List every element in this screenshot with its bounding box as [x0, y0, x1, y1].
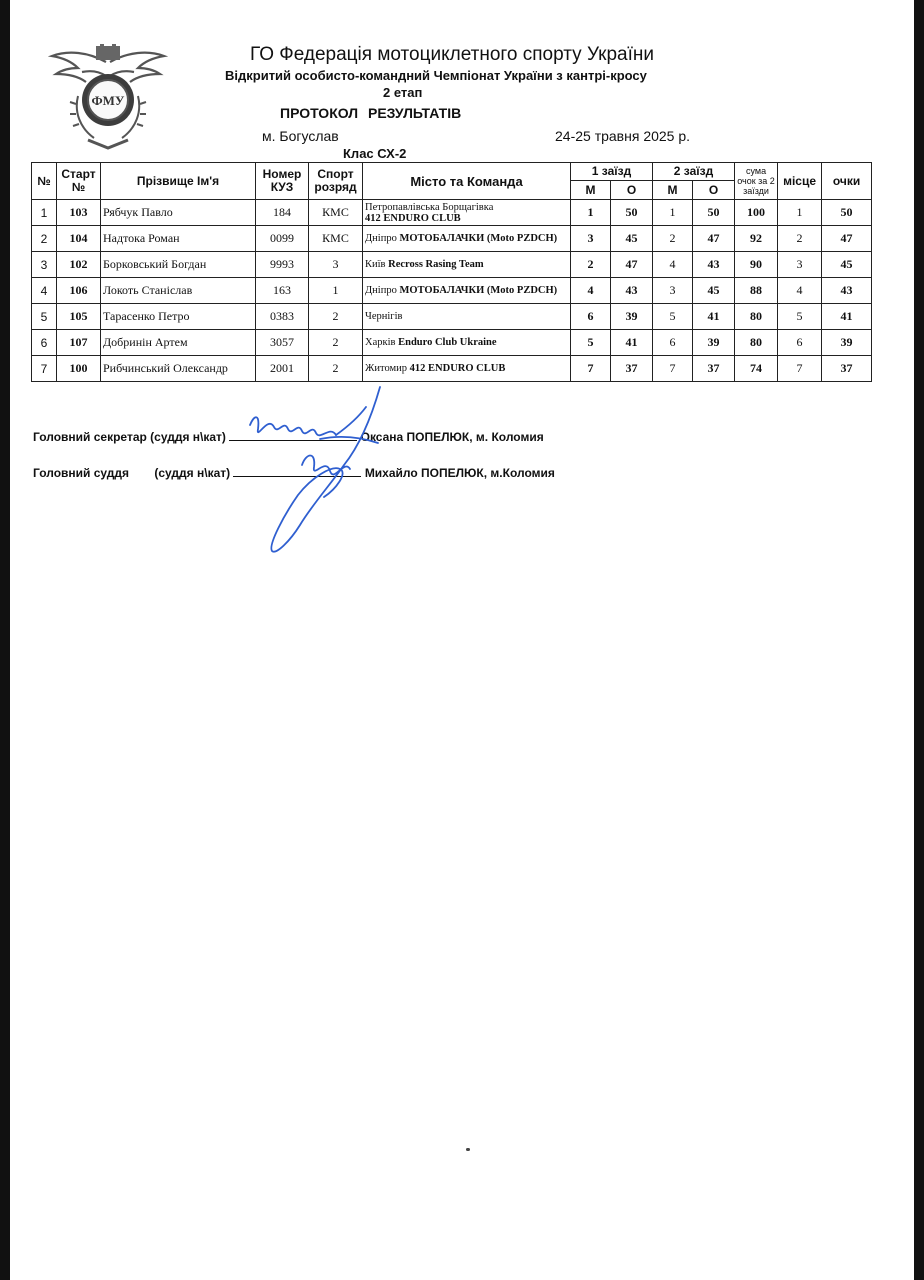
team-name: Enduro Club Ukraine: [398, 337, 497, 348]
cell-m1: 7: [571, 356, 611, 382]
cell-o2: 45: [693, 278, 735, 304]
cell-points: 45: [822, 252, 872, 278]
cell-team: [363, 304, 571, 330]
federation-title: ГО Федерація мотоциклетного спорту України: [250, 44, 655, 65]
cell-m1: 3: [571, 226, 611, 252]
cell-name: Рибчинський Олександр: [101, 356, 256, 382]
cell-m1: 1: [571, 200, 611, 226]
cell-kuz: 184: [256, 200, 309, 226]
cell-points: 37: [822, 356, 872, 382]
cell-team: [363, 252, 571, 278]
cell-o1: 43: [611, 278, 653, 304]
cell-kuz: 0099: [256, 226, 309, 252]
team-city: Житомир: [365, 363, 408, 374]
cell-o1: 45: [611, 226, 653, 252]
cell-team: [363, 330, 571, 356]
cell-rank: 1: [309, 278, 363, 304]
table-row: [32, 252, 872, 278]
cell-team: [363, 226, 571, 252]
cell-sum: 100: [735, 200, 778, 226]
cell-points: 43: [822, 278, 872, 304]
col-place: місце: [778, 163, 822, 200]
protocol-title: ПРОТОКОЛ РЕЗУЛЬТАТІВ: [280, 105, 462, 121]
cell-kuz: 9993: [256, 252, 309, 278]
cell-o2: 39: [693, 330, 735, 356]
cell-sum: 90: [735, 252, 778, 278]
col-race2-o: О: [693, 181, 735, 200]
cell-o2: 43: [693, 252, 735, 278]
col-name: Прізвище Ім'я: [101, 163, 256, 200]
col-race1-o: О: [611, 181, 653, 200]
cell-team: [363, 356, 571, 382]
results-table: [31, 162, 872, 382]
cell-no: 1: [32, 200, 57, 226]
team-city: Чернігів: [365, 311, 403, 322]
cell-sum: 80: [735, 330, 778, 356]
cell-start: 102: [57, 252, 101, 278]
cell-place: 2: [778, 226, 822, 252]
scan-speck: [466, 1148, 470, 1151]
championship-title: Відкритий особисто-командний Чемпіонат України з кантрі-кросу: [225, 68, 647, 83]
cell-rank: 2: [309, 356, 363, 382]
cell-start: 104: [57, 226, 101, 252]
cell-no: 4: [32, 278, 57, 304]
handwritten-signature-icon: [240, 385, 390, 565]
cell-m2: 5: [653, 304, 693, 330]
cell-m1: 5: [571, 330, 611, 356]
event-city: м. Богуслав: [262, 128, 339, 144]
cell-points: 41: [822, 304, 872, 330]
cell-name: Борковський Богдан: [101, 252, 256, 278]
col-race1: 1 заїзд: [571, 163, 653, 181]
cell-o2: 37: [693, 356, 735, 382]
cell-no: 3: [32, 252, 57, 278]
cell-start: 103: [57, 200, 101, 226]
team-name: МОТОБАЛАЧКИ (Moto PZDCH): [399, 233, 558, 244]
cell-start: 105: [57, 304, 101, 330]
stage-label: 2 етап: [383, 85, 423, 100]
event-date: 24-25 травня 2025 р.: [555, 128, 691, 144]
cell-start: 106: [57, 278, 101, 304]
cell-m1: 2: [571, 252, 611, 278]
col-kuz: Номер КУЗ: [256, 163, 309, 200]
cell-o2: 50: [693, 200, 735, 226]
secretary-title: Головний секретар: [33, 430, 147, 444]
cell-o1: 39: [611, 304, 653, 330]
cell-o2: 41: [693, 304, 735, 330]
team-name: МОТОБАЛАЧКИ (Moto PZDCH): [399, 285, 558, 296]
cell-m2: 3: [653, 278, 693, 304]
cell-kuz: 0383: [256, 304, 309, 330]
cell-no: 2: [32, 226, 57, 252]
judge-title: Головний суддя: [33, 466, 130, 480]
cell-name: Рябчук Павло: [101, 200, 256, 226]
cell-sum: 88: [735, 278, 778, 304]
cell-m2: 4: [653, 252, 693, 278]
cell-team: [363, 278, 571, 304]
cell-rank: КМС: [309, 226, 363, 252]
cell-team: [363, 200, 571, 226]
federation-emblem-icon: [48, 44, 168, 150]
cell-no: 7: [32, 356, 57, 382]
col-team: Місто та Команда: [363, 163, 571, 200]
table-row: [32, 304, 872, 330]
cell-m1: 6: [571, 304, 611, 330]
cell-m2: 6: [653, 330, 693, 356]
cell-place: 5: [778, 304, 822, 330]
col-points: очки: [822, 163, 872, 200]
col-race2: 2 заїзд: [653, 163, 735, 181]
table-row: [32, 200, 872, 226]
col-race2-m: М: [653, 181, 693, 200]
cell-name: Надтока Роман: [101, 226, 256, 252]
cell-place: 7: [778, 356, 822, 382]
table-row: [32, 226, 872, 252]
cell-m1: 4: [571, 278, 611, 304]
secretary-category: (суддя н\кат): [150, 430, 226, 444]
cell-no: 6: [32, 330, 57, 356]
document-page: [10, 0, 914, 1280]
class-label: Клас СХ-2: [343, 146, 407, 161]
col-race1-m: М: [571, 181, 611, 200]
judge-category: (суддя н\кат): [154, 466, 231, 480]
team-city: Дніпро: [365, 285, 397, 296]
table-row: [32, 356, 872, 382]
secretary-name: Оксана ПОПЕЛЮК, м. Коломия: [360, 430, 544, 444]
team-city: Київ: [365, 259, 386, 270]
judge-name: Михайло ПОПЕЛЮК, м.Коломия: [364, 466, 555, 480]
cell-kuz: 3057: [256, 330, 309, 356]
team-name: 412 ENDURO CLUB: [409, 363, 506, 374]
cell-place: 6: [778, 330, 822, 356]
team-city: Харків: [365, 337, 396, 348]
cell-name: Локоть Станіслав: [101, 278, 256, 304]
cell-points: 50: [822, 200, 872, 226]
team-name: Recross Rasing Team: [388, 259, 484, 270]
cell-o2: 47: [693, 226, 735, 252]
cell-m2: 7: [653, 356, 693, 382]
col-sum: сума очок за 2 заїзди: [735, 163, 778, 200]
cell-start: 107: [57, 330, 101, 356]
cell-rank: 2: [309, 304, 363, 330]
cell-name: Добринін Артем: [101, 330, 256, 356]
cell-place: 1: [778, 200, 822, 226]
cell-no: 5: [32, 304, 57, 330]
col-rank: Спорт розряд: [309, 163, 363, 200]
cell-points: 47: [822, 226, 872, 252]
col-no: №: [32, 163, 57, 200]
cell-start: 100: [57, 356, 101, 382]
team-name: 412 ENDURO CLUB: [365, 212, 461, 224]
emblem-monogram: ФМУ: [91, 93, 125, 108]
cell-points: 39: [822, 330, 872, 356]
cell-place: 4: [778, 278, 822, 304]
cell-m2: 2: [653, 226, 693, 252]
cell-m2: 1: [653, 200, 693, 226]
cell-o1: 47: [611, 252, 653, 278]
col-start: Старт №: [57, 163, 101, 200]
cell-o1: 37: [611, 356, 653, 382]
cell-rank: 2: [309, 330, 363, 356]
table-row: [32, 330, 872, 356]
cell-kuz: 2001: [256, 356, 309, 382]
cell-sum: 80: [735, 304, 778, 330]
cell-sum: 92: [735, 226, 778, 252]
table-row: [32, 278, 872, 304]
team-city: Дніпро: [365, 233, 397, 244]
cell-rank: КМС: [309, 200, 363, 226]
cell-place: 3: [778, 252, 822, 278]
cell-kuz: 163: [256, 278, 309, 304]
cell-rank: 3: [309, 252, 363, 278]
team-city: Петропавлівська Борщагівка: [365, 201, 494, 213]
cell-o1: 50: [611, 200, 653, 226]
cell-sum: 74: [735, 356, 778, 382]
cell-o1: 41: [611, 330, 653, 356]
cell-name: Тарасенко Петро: [101, 304, 256, 330]
